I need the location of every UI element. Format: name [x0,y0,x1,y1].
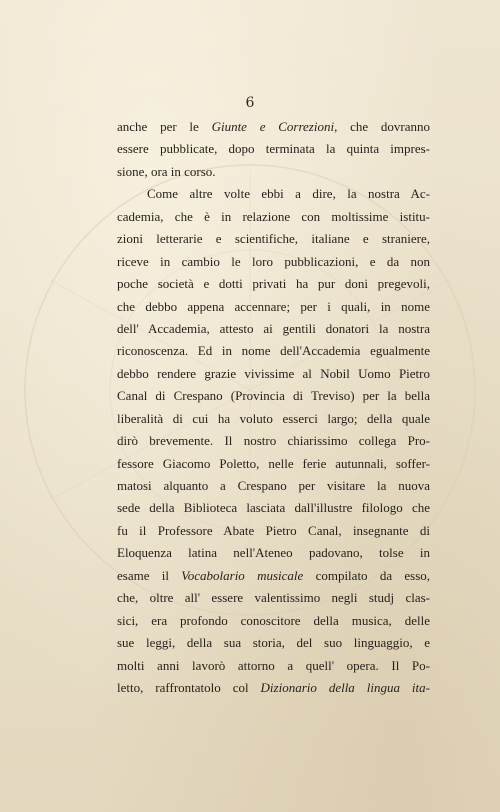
text-line [117,542,430,564]
text-line [117,565,430,587]
text-segment: matosi alquanto a Crespano per visitare la nuova [117,478,430,493]
text-segment: debbo rendere grazie vivissime al Nobil Uomo Pietro [117,365,430,381]
text-segment: esame il [117,567,182,583]
text-segment: dirò brevemente. Il nostro chiarissimo collega Pro- [117,433,430,449]
text-segment: sione, ora in corso. [117,163,216,179]
text-segment: molti anni lavorò attorno a quell' opera. Il Po- [117,657,430,673]
text-line [117,228,430,250]
text-line [117,138,430,160]
italic-title-text: Vocabolario musicale [181,567,304,583]
text-segment: che debbo appena accennare; per i quali, in nome [117,298,430,314]
text-line [117,273,430,295]
text-line [117,161,430,183]
text-segment: sici, era profondo conoscitore della musica, delle [117,612,430,628]
text-line [117,183,430,205]
text-line [117,251,430,273]
text-segment: fu il Professore Abate Pietro Canal, insegnante di [117,522,430,538]
text-line [117,296,430,318]
text-line [117,632,430,654]
text-segment: letto, raffrontatolo col [117,679,261,695]
text-line [117,340,430,362]
italic-title-text: Dizionario della lingua ita- [260,679,430,695]
text-line [117,677,430,699]
text-segment: riconoscenza. Ed in nome dell'Accademia egualmente [117,343,430,359]
text-segment: Eloquenza latina nell'Ateneo padovano, tolse in [117,545,430,561]
text-line [117,116,430,138]
text-segment: liberalità di cui ha voluto esserci largo; della quale [117,410,430,426]
text-segment: zioni letterarie e scientifiche, italiane e straniere, [117,231,430,247]
text-line [117,363,430,385]
text-line [117,520,430,542]
text-segment: anche per le [117,119,212,134]
body-text [117,116,430,699]
text-segment: cademia, che è in relazione con moltissime istitu- [117,208,430,224]
text-line [117,453,430,475]
italic-title-text: Giunte e Correzioni, [211,119,338,134]
text-segment: sede della Biblioteca lasciata dall'illustre filologo che [117,500,430,516]
text-segment: dell' Accademia, attesto ai gentili donatori la nostra [117,320,430,336]
text-segment: Come altre volte ebbi a dire, la nostra Ac- [147,186,430,202]
text-segment: sue leggi, della sua storia, del suo linguaggio, e [117,635,430,651]
text-line [117,206,430,228]
text-line [117,430,430,452]
page-number: 6 [245,95,255,111]
text-segment: Canal di Crespano (Provincia di Treviso) per la bella [117,388,430,404]
text-line [117,497,430,519]
text-line [117,655,430,677]
text-line [117,587,430,609]
text-line [117,385,430,407]
text-segment: che, oltre all' essere valentissimo negli studj clas- [117,590,430,606]
text-segment: essere pubblicate, dopo terminata la quinta impres- [117,141,430,157]
text-line [117,318,430,340]
text-segment: poche società e dotti privati ha pur doni pregevoli, [117,276,430,292]
text-segment: riceve in cambio le loro pubblicazioni, e da non [117,253,430,269]
text-line [117,475,430,497]
text-line [117,610,430,632]
text-segment: compilato da esso, [303,567,430,583]
text-segment: che dovranno [337,119,430,134]
text-segment: fessore Giacomo Poletto, nelle ferie autunnali, soffer- [117,455,430,471]
text-line [117,408,430,430]
